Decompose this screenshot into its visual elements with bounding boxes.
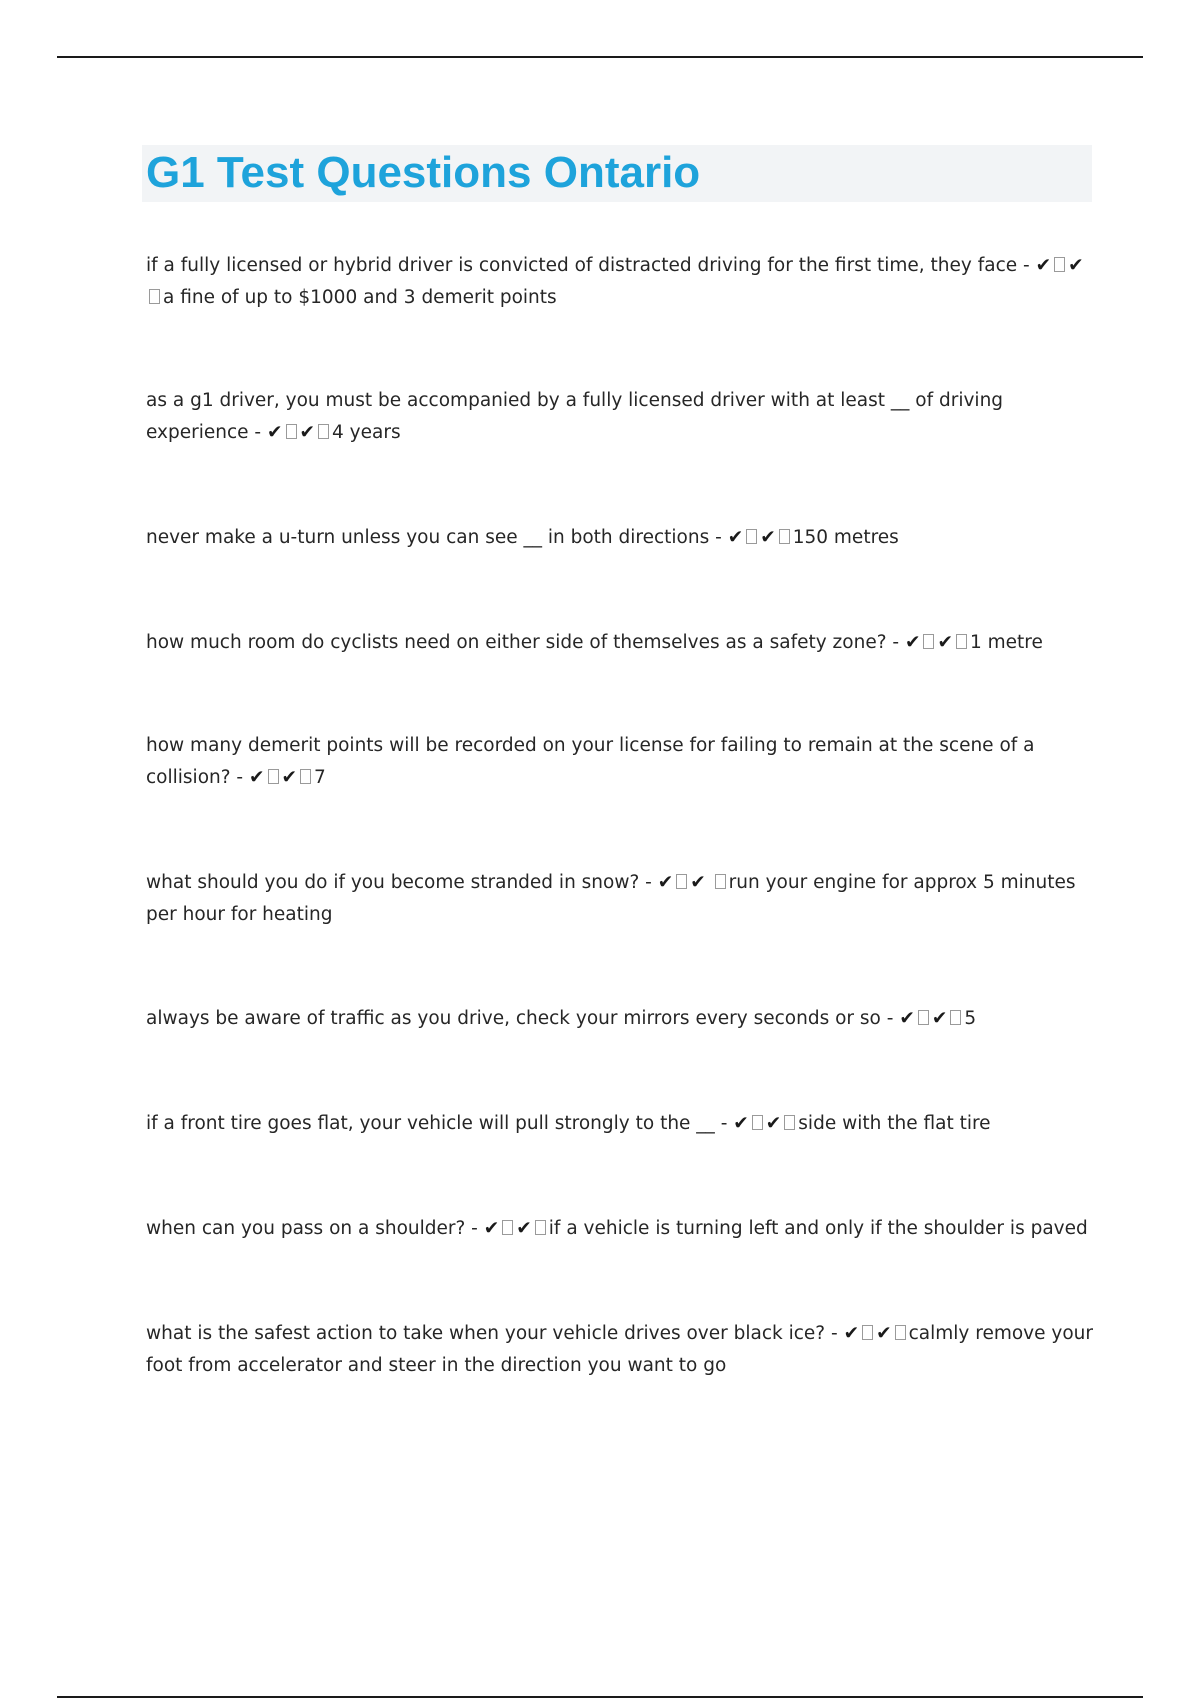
footer-rule <box>57 1696 1143 1698</box>
missing-glyph-icon <box>318 424 329 439</box>
answer-text: side with the flat tire <box>798 1113 991 1134</box>
qa-item <box>146 627 1096 659</box>
check-icon: ✔ <box>299 422 316 443</box>
check-icon: ✔ <box>1035 255 1052 276</box>
answer-text: calmly remove your foot from accelerator and steer in the direction you want to go <box>146 1323 1093 1376</box>
question-text: always be aware of traffic as you drive, check your mirrors every seconds or so - <box>146 1008 894 1029</box>
check-icon: ✔ <box>760 527 776 548</box>
question-text: how much room do cyclists need on either side of themselves as a safety zone? - <box>146 632 900 653</box>
missing-glyph-icon <box>1054 257 1065 272</box>
missing-glyph-icon <box>300 769 311 784</box>
question-text: if a front tire goes flat, your vehicle will pull strongly to the __ - <box>146 1113 728 1134</box>
question-text: never make a u-turn unless you can see __ in both directions - <box>146 527 722 548</box>
qa-item <box>146 1213 1096 1245</box>
qa-item <box>146 1003 1096 1035</box>
question-text: what should you do if you become stranded in snow? - <box>146 872 652 893</box>
page-title: G1 Test Questions Ontario <box>146 148 701 197</box>
check-icon: ✔ <box>899 1008 915 1029</box>
check-icon: ✔ <box>690 872 706 893</box>
missing-glyph-icon <box>918 1010 929 1025</box>
check-icon: ✔ <box>483 1218 500 1239</box>
check-icon: ✔ <box>937 632 953 653</box>
check-icon: ✔ <box>266 422 283 443</box>
qa-item <box>146 385 1096 449</box>
missing-glyph-icon <box>752 1115 763 1130</box>
check-icon: ✔ <box>843 1323 860 1344</box>
answer-text: 1 metre <box>970 632 1043 653</box>
missing-glyph-icon <box>535 1220 546 1235</box>
check-icon: ✔ <box>931 1008 948 1029</box>
header-rule <box>57 56 1143 58</box>
missing-glyph-icon <box>895 1325 906 1340</box>
check-icon: ✔ <box>876 1323 892 1344</box>
missing-glyph-icon <box>950 1010 961 1025</box>
missing-glyph-icon <box>923 634 934 649</box>
missing-glyph-icon <box>862 1325 873 1340</box>
answer-text: 5 <box>964 1008 977 1029</box>
qa-item <box>146 1108 1096 1140</box>
check-icon: ✔ <box>657 872 674 893</box>
check-icon: ✔ <box>733 1113 749 1134</box>
check-icon: ✔ <box>1068 255 1084 276</box>
question-text: as a g1 driver, you must be accompanied by a fully licensed driver with at least __ of driving experience - <box>146 390 1004 443</box>
check-icon: ✔ <box>516 1218 532 1239</box>
answer-text: 4 years <box>332 422 401 443</box>
check-icon: ✔ <box>904 632 921 653</box>
missing-glyph-icon <box>286 424 297 439</box>
qa-item <box>146 730 1096 794</box>
missing-glyph-icon <box>502 1220 513 1235</box>
answer-text: a fine of up to $1000 and 3 demerit points <box>163 287 557 308</box>
qa-item <box>146 250 1096 314</box>
check-icon: ✔ <box>281 767 298 788</box>
missing-glyph-icon <box>149 289 160 304</box>
missing-glyph-icon <box>956 634 967 649</box>
check-icon: ✔ <box>727 527 744 548</box>
check-icon: ✔ <box>249 767 265 788</box>
check-icon: ✔ <box>765 1113 782 1134</box>
question-text: when can you pass on a shoulder? - <box>146 1218 478 1239</box>
missing-glyph-icon <box>715 874 726 889</box>
missing-glyph-icon <box>746 529 757 544</box>
question-text: if a fully licensed or hybrid driver is convicted of distracted driving for the first time, they face - <box>146 255 1030 276</box>
answer-text: run your engine for approx 5 minutes per hour for heating <box>146 872 1076 925</box>
qa-item <box>146 522 1096 554</box>
answer-text: if a vehicle is turning left and only if the shoulder is paved <box>548 1218 1088 1239</box>
answer-text: 7 <box>314 767 326 788</box>
missing-glyph-icon <box>779 529 790 544</box>
answer-text: 150 metres <box>792 527 899 548</box>
missing-glyph-icon <box>784 1115 795 1130</box>
question-text: what is the safest action to take when your vehicle drives over black ice? - <box>146 1323 838 1344</box>
qa-item <box>146 867 1096 931</box>
question-text: how many demerit points will be recorded on your license for failing to remain at the scene of a collision? - <box>146 735 1035 788</box>
qa-item <box>146 1318 1096 1382</box>
missing-glyph-icon <box>268 769 279 784</box>
missing-glyph-icon <box>676 874 687 889</box>
